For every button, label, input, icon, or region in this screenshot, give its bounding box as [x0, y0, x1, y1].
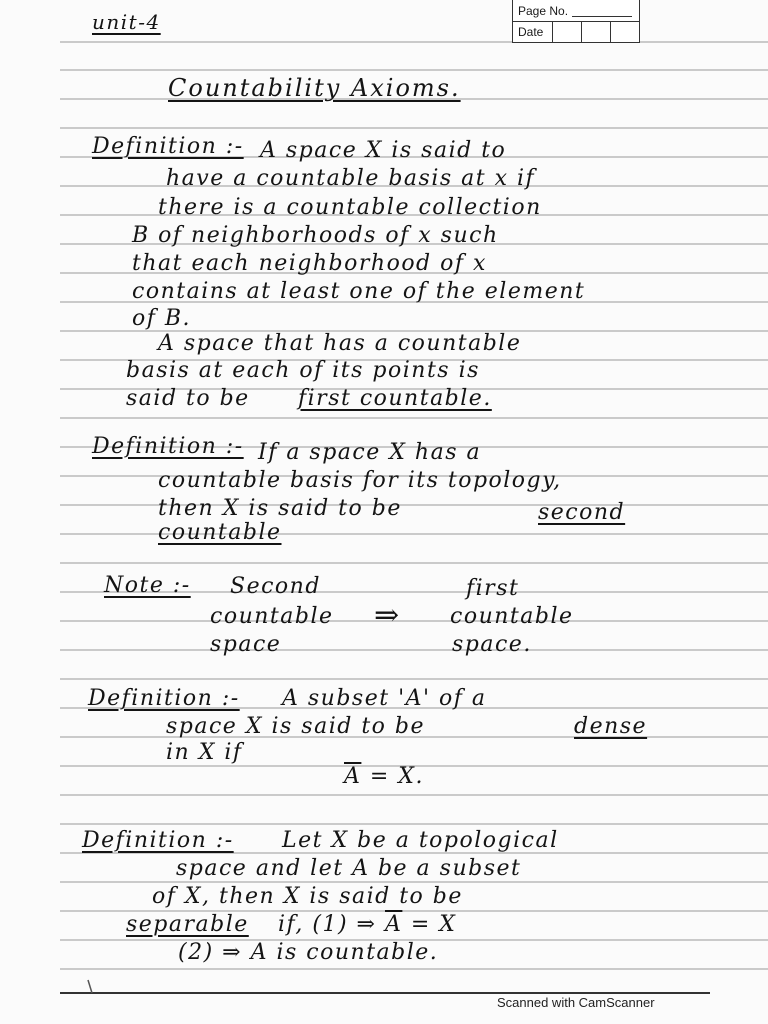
first-countable-term: first countable.: [298, 386, 492, 411]
page-no-label: Page No.: [518, 3, 569, 18]
def3-line: space X is said to be: [166, 714, 425, 739]
def3-label: Definition :-: [88, 686, 240, 711]
page-title: Countability Axioms.: [168, 74, 461, 102]
def3-line: A subset 'A' of a: [282, 686, 487, 711]
note-label: Note :-: [104, 573, 191, 598]
note-left-line: space: [210, 632, 282, 657]
scanner-watermark: Scanned with CamScanner: [497, 995, 655, 1010]
note-right-line: first: [466, 576, 520, 601]
def2-line: then X is said to be: [158, 496, 402, 521]
page-no-row: [513, 0, 639, 21]
unit-label: unit-4: [92, 10, 161, 34]
cond1: [278, 912, 456, 937]
dense-formula: [344, 764, 424, 789]
cond1-prefix: if, (1) ⇒: [278, 912, 377, 937]
implies-arrow: ⇒: [374, 598, 401, 633]
def1-para-line: said to be: [126, 386, 250, 411]
note-right-line: countable: [450, 604, 574, 629]
closure-a: $\overline{A}$: [344, 764, 362, 789]
separable-term: separable: [126, 912, 249, 937]
def1-line: that each neighborhood of x: [132, 251, 487, 276]
def3-line: in X if: [166, 740, 243, 765]
second-term: second: [538, 500, 626, 525]
def1-para-line: A space that has a countable: [158, 331, 522, 356]
def1-line: A space X is said to: [260, 138, 507, 163]
cond2: (2) ⇒ A is countable.: [178, 940, 439, 965]
countable-term: countable: [158, 520, 282, 545]
def1-line: have a countable basis at x if: [166, 166, 536, 191]
page-header-box: [512, 0, 640, 43]
def1-line: there is a countable collection: [158, 195, 542, 220]
date-label: Date: [518, 25, 544, 39]
def4-line: Let X be a topological: [282, 828, 559, 853]
closure-a: $\overline{A}$: [384, 912, 403, 937]
def1-line: of B.: [132, 306, 192, 331]
def4-label: Definition :-: [82, 828, 234, 853]
page-no-blank: [572, 4, 632, 17]
cond1-rest: = X: [402, 912, 457, 937]
def4-line: of X, then X is said to be: [152, 884, 463, 909]
date-cells: [552, 22, 639, 42]
def2-line: countable basis for its topology,: [158, 468, 562, 493]
def1-line: B of neighborhoods of x such: [132, 223, 499, 248]
date-row: [513, 21, 639, 42]
def2-label: Definition :-: [92, 434, 244, 459]
def1-para-line: basis at each of its points is: [126, 358, 480, 383]
def4-line: space and let A be a subset: [176, 856, 522, 881]
note-right-line: space.: [452, 632, 532, 657]
def2-line: If a space X has a: [258, 440, 482, 465]
dense-term: dense: [574, 714, 648, 739]
formula-rest: = X.: [361, 764, 424, 789]
note-left-line: Second: [230, 574, 321, 599]
def1-line: contains at least one of the element: [132, 279, 586, 304]
def1-label: Definition :-: [92, 134, 244, 159]
note-left-line: countable: [210, 604, 334, 629]
